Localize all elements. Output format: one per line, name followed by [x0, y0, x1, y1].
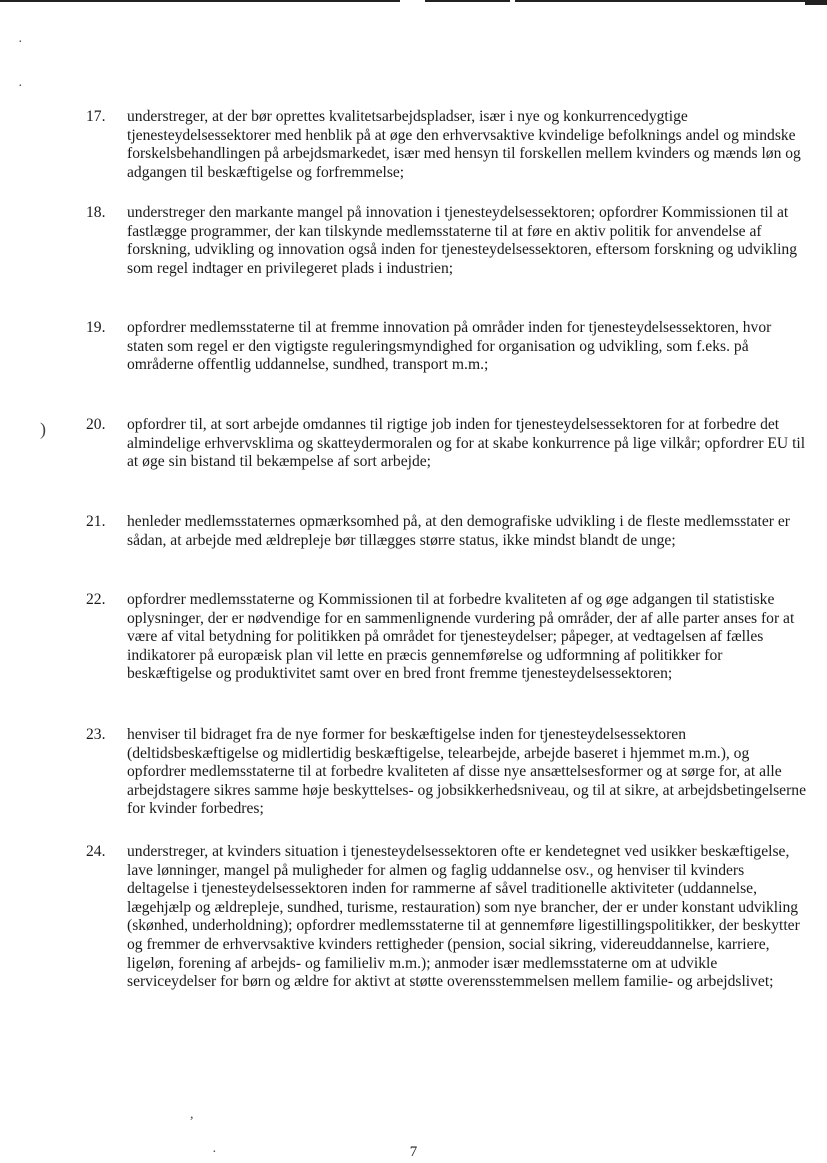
paragraph-number: 24.: [86, 843, 106, 860]
paragraph-number: 19.: [86, 319, 106, 336]
paragraph-number: 17.: [86, 108, 106, 125]
page-number: 7: [409, 1144, 418, 1160]
scan-speck: ·: [212, 1145, 217, 1160]
paragraph-text: opfordrer medlemsstaterne til at fremme innovation på områder inden for tjenesteydelsessektoren, hvor staten som regel er den vigtigste reguleringsmyndighed for organisation og udvikling, som f.eks. på områderne offentlig uddannelse, sundhed, transport m.m.;: [127, 319, 772, 374]
paragraph-text: opfordrer til, at sort arbejde omdannes til rigtige job inden for tjenesteydelsessektoren for at forbedre det almindelige erhvervsklima og skatteydermoralen og for at skabe konkurrence på lige vilkår; opfordrer EU til at øge sin bistand til bekæmpelse af sort arbejde;: [127, 416, 806, 471]
paragraph-text: understreger, at der bør oprettes kvalitetsarbejdspladser, især i nye og konkurrencedygtige tjenesteydelsessektorer med henblik på at øge den erhvervsaktive kvindelige befolknings andel og mindske forskelsbehandlingen på arbejdsmarkedet, især med hensyn til forskellen mellem kvinders og mænds løn og adgangen til beskæftigelse og forfremmelse;: [127, 108, 801, 181]
paragraph-text: understreger den markante mangel på innovation i tjenesteydelsessektoren; opfordrer Kommissionen til at fastlægge programmer, der kan tilskynde medlemsstaterne til at føre en aktiv politik for anvendelse af forskning, udvikling og innovation også inden for tjenesteydelsessektoren, eftersom forskning og udvikling som regel indtager en privilegeret plads i industrien;: [127, 204, 797, 277]
scan-bracket-mark: ): [40, 419, 46, 439]
scan-speck: ,: [190, 1107, 194, 1122]
paragraph-text: opfordrer medlemsstaterne og Kommissionen til at forbedre kvaliteten af og øge adgangen til statistiske oplysninger, der er nødvendige for en sammenlignende vurdering på områder, der af alle parter anses for at være af vital betydning for politikken på området for tjenesteydelser; påpeger, at vedtagelsen af fælles indikatorer på europæisk plan vil lette en præcis gennemførelse og udformning af politikker for beskæftigelse og produktivitet samt over en bred front fremme tjenesteydelsessektoren;: [127, 591, 795, 683]
paragraph-number: 18.: [86, 204, 106, 221]
paragraph-number: 23.: [86, 726, 106, 743]
paragraph-number: 21.: [86, 513, 106, 530]
paragraph-text: henviser til bidraget fra de nye former for beskæftigelse inden for tjenesteydelsessektoren (deltidsbeskæftigelse og midlertidig beskæftigelse, telearbejde, arbejde baseret i hjemmet m.m.), og opfordrer medlemsstaterne til at forbedre kvaliteten af disse nye ansættelsesformer og at sørge for, at alle arbejdstagere sikres samme høje beskyttelses- og jobsikkerhedsniveau, og til at sikre, at arbejdsbetingelserne for kvinder forbedres;: [127, 726, 806, 818]
scan-speck: ·: [18, 79, 23, 94]
paragraph-number: 22.: [86, 591, 106, 608]
paragraph-number: 20.: [86, 416, 106, 433]
paragraph-text: henleder medlemsstaternes opmærksomhed på, at den demografiske udvikling i de fleste medlemsstater er sådan, at arbejde med ældrepleje bør tillægges større status, ikke mindst blandt de unge;: [127, 513, 790, 549]
scan-top-border: [0, 0, 827, 6]
paragraph-text: understreger, at kvinders situation i tjenesteydelsessektoren ofte er kendetegnet ved usikker beskæftigelse, lave lønninger, mangel på muligheder for almen og faglig uddannelse osv., og henviser til kvinders deltagelse i tjenesteydelsessektoren inden for rammerne af såvel traditionelle aktiviteter (uddannelse, lægehjælp og ældrepleje, sundhed, turisme, restauration) som nye brancher, der er under konstant udvikling (skønhed, underholdning); opfordrer medlemsstaterne til at gennemføre ligestillingspolitikker, der beskytter og fremmer de erhvervsaktive kvinders rettigheder (pension, social sikring, videreuddannelse, karriere, ligeløn, forening af arbejds- og familieliv m.m.); anmoder især medlemsstaterne om at udvikle serviceydelser for børn og ældre for aktivt at støtte overensstemmelsen mellem familie- og arbejdslivet;: [127, 843, 800, 991]
scan-speck: ·: [18, 35, 23, 50]
